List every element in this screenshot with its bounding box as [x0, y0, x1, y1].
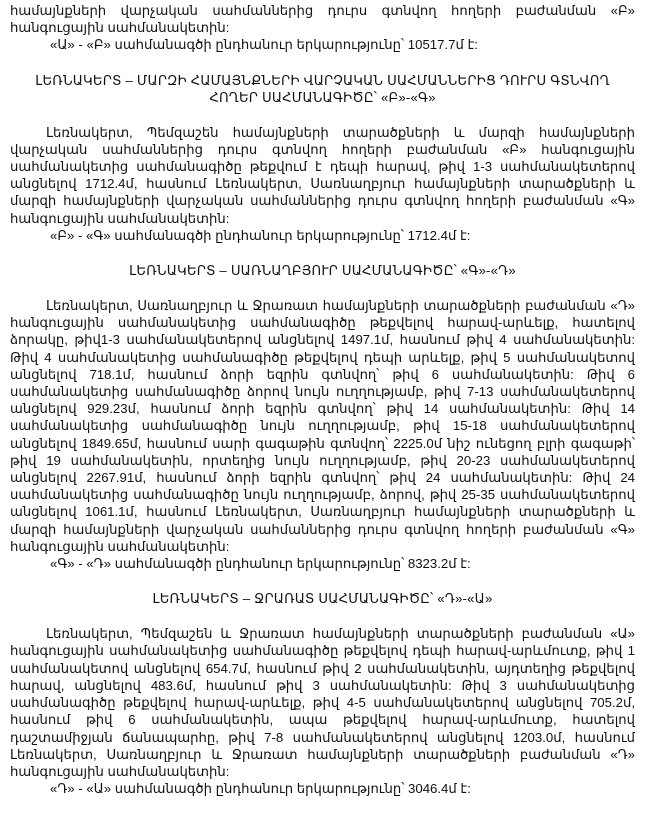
- section-paragraph: Լեռնակերտ, Պեմզաշեն և Ջրառատ համայնքների տարածքների բաժանման «Ա» հանգուցային սահմանակետից սահմանագիծը թեքվելով դեպի հարավ-արևմուտք, թիվ 1 սահմանակետով անցնելով 654.7մ, հասնում թիվ 2 սահմանակետին, այդտեղից թեքվելով հարավ, անցնելով 483.6մ, հասնում թիվ 3 սահմանակետին: Թիվ 3 սահմանակետից սահմանագիծը թեքվելով հարավ-արևելք, թիվ 4-5 սահմանակետերով անցնելով 705.2մ, հասնում թիվ 6 սահմանակետին, ապա թեքվելով հարավ-արևմուտք, հատելով դաշտամիջյան ճանապարհը, թիվ 7-8 սահմանակետերով անցնելով 1203.0մ, հասնում Լեռնակերտ, Սառնաղբյուր և Ջրառատ համայնքների տարածքների բաժանման «Դ» հանգուցային սահմանակետին:: [10, 626, 635, 779]
- section-paragraph: Լեռնակերտ, Պեմզաշեն համայնքների տարածքների և մարզի համայնքների վարչական սահմաններից դուրս գտնվող հողերի բաժանման «Բ» հանգուցային սահմանակետից սահմանագիծը թեքվում է դեպի հարավ, թիվ 1-3 սահմանակետերով անցնելով 1712.4մ, հասնում Լեռնակերտ, Սառնաղբյուր համայնքների տարածքների և մարզի համայնքների վարչական սահմաններից դուրս գտնվող հողերի բաժանման «Գ» հանգուցային սահմանակետին:: [10, 124, 635, 226]
- section-heading: ԼԵՌՆԱԿԵՐՏ – ՋՐԱՌԱՏ ՍԱՀՄԱՆԱԳԻԾԸ՝ «Դ»-«Ա»: [152, 591, 493, 607]
- section-heading: ԼԵՌՆԱԿԵՐՏ – ՍԱՌՆԱՂԲՅՈՒՐ ՍԱՀՄԱՆԱԳԻԾԸ՝ «Գ»-«Դ»: [129, 263, 516, 279]
- section-g-d: [10, 262, 635, 572]
- section-summary: «Դ» - «Ա» սահմանագծի ընդհանուր երկարությունը՝ 3046.4մ է:: [50, 781, 471, 797]
- section-summary: «Բ» - «Գ» սահմանագծի ընդհանուր երկարությունը՝ 1712.4մ է:: [50, 227, 471, 243]
- section-paragraph: Լեռնակերտ, Սառնաղբյուր և Ջրառատ համայնքների տարածքների բաժանման «Դ» հանգուցային սահմանակետից սահմանագիծը թեքվելով հարավ-արևելք, հատելով ձորակը, թիվ1-3 սահմանակետերով անցնելով 1497.1մ, հասնում թիվ 4 սահմանակետին: Թիվ 4 սահմանակետից սահմանագիծը թեքվելով դեպի արևելք, թիվ 5 սահմանակետով անցնելով 718.1մ, հասնում ձորի եզրին գտնվող՝ թիվ 6 սահմանակետին: Թիվ 6 սահմանակետից սահմանագիծը ձորով նույն ուղղությամբ, թիվ 7-13 սահմանակետերով անցնելով 929.23մ, հասնում ձորի եզրին գտնվող՝ թիվ 14 սահմանակետին: Թիվ 14 սահմանակետից սահմանագիծը նույն ուղղությամբ, թիվ 15-18 սահմանակետերով անցնելով 1849.65մ, հասնում սարի գագաթին գտնվող՝ 2225.0մ նիշ ունեցող բլրի գագաթի՝ թիվ 19 սահմանակետին, որտեղից նույն ուղղությամբ, թիվ 20-23 սահմանակետերով անցնելով 2267.91մ, հասնում ձորի եզրին գտնվող՝ թիվ 24 սահմանակետին: Թիվ 24 սահմանակետից սահմանագիծը նույն ուղղությամբ, ձորով, թիվ 25-35 սահմանակետերով անցնելով 1061.1մ, հասնում Լեռնակերտ, Սառնաղբյուր համայնքների տարածքների և մարզի համայնքների վարչական սահմաններից դուրս գտնվող հողերի բաժանման «Գ» հանգուցային սահմանակետին:: [10, 298, 635, 554]
- section-b-g: [10, 72, 635, 244]
- section-d-a: [10, 590, 635, 797]
- intro-paragraph: համայնքների վարչական սահմաններից դուրս գտնվող հողերի բաժանման «Բ» հանգուցային սահմանակետին:: [10, 3, 635, 36]
- intro-summary: «Ա» - «Բ» սահմանագծի ընդհանուր երկարությունը՝ 10517.7մ է:: [50, 37, 478, 53]
- section-summary: «Գ» - «Դ» սահմանագծի ընդհանուր երկարությունը՝ 8323.2մ է:: [50, 556, 471, 572]
- section-heading: ԼԵՌՆԱԿԵՐՏ – ՄԱՐԶԻ ՀԱՄԱՅՆՔՆԵՐԻ ՎԱՐՉԱԿԱՆ ՍԱՀՄԱՆՆԵՐԻՑ ԴՈՒՐՍ ԳՏՆՎՈՂ ՀՈՂԵՐ ՍԱՀՄԱՆԱԳԻԾԸ՝ «Բ»-«Գ»: [35, 72, 610, 105]
